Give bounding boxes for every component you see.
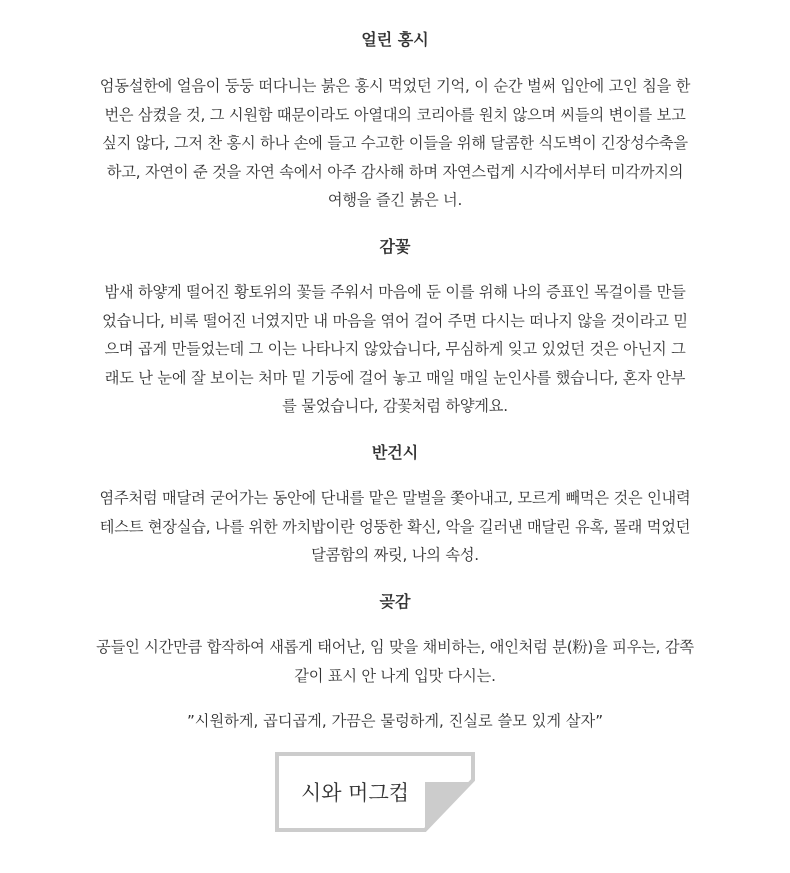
poem-line: 밤새 하얗게 떨어진 황토위의 꽃들 주워서 마음에 둔 이를 위해 나의 증표인 목걸이를 만들 — [104, 283, 686, 301]
poem-title: 반건시 — [371, 443, 419, 462]
poem-mug-button[interactable] — [275, 752, 475, 832]
poem-line: 었습니다, 비록 떨어진 너였지만 내 마음을 엮어 걸어 주면 다시는 떠나지 않을 것이라고 믿 — [102, 311, 688, 330]
poem-body-2 — [40, 278, 750, 421]
poem-title: 얼린 홍시 — [361, 30, 429, 49]
poem-section-4 — [40, 592, 750, 612]
poem-line: 번은 삼켰을 것, 그 시원함 때문이라도 아열대의 코리아를 원치 않으며 씨들의 변이를 보고 — [104, 105, 686, 124]
poem-line: 같이 표시 안 나게 입맛 다시는. — [294, 666, 496, 685]
poem-line: 여행을 즐긴 붉은 너. — [327, 191, 463, 209]
poem-line: 엄동설한에 얼음이 둥둥 떠다니는 붉은 홍시 먹었던 기억, 이 순간 벌써 입안에 고인 침을 한 — [99, 77, 691, 95]
poem-line: 싶지 않다, 그저 찬 홍시 하나 손에 들고 수고한 이들을 위해 달콤한 식도벽이 긴장성수축을 — [102, 134, 688, 152]
poem-section-3 — [40, 443, 750, 463]
poem-section-1 — [40, 30, 750, 50]
button-label: 시와 머그컵 — [300, 781, 410, 805]
quote-text: ”시원하게, 곱디곱게, 가끔은 물렁하게, 진실로 쓸모 있게 살자” — [186, 712, 604, 730]
poem-line: 염주처럼 매달려 굳어가는 동안에 단내를 맡은 말벌을 쫓아내고, 모르게 빼먹은 것은 인내력 — [99, 489, 691, 507]
poem-body-1 — [40, 72, 750, 215]
poem-line: 공들인 시간만큼 합작하여 새롭게 태어난, 임 맞을 채비하는, 애인처럼 분(粉)을 피우는, 감쪽 — [96, 638, 694, 656]
poem-title: 감꽃 — [379, 237, 411, 256]
poem-line: 하고, 자연이 준 것을 자연 속에서 아주 감사해 하며 자연스럽게 시각에서부터 미각까지의 — [106, 162, 684, 181]
poem-line: 테스트 현장실습, 나를 위한 까치밥이란 엉뚱한 확신, 악을 길러낸 매달린 유혹, 몰래 먹었던 — [99, 517, 691, 536]
poem-body-3 — [40, 484, 750, 570]
poem-line: 를 물었습니다, 감꽃처럼 하얗게요. — [282, 397, 508, 415]
poem-line: 으며 곱게 만들었는데 그 이는 나타나지 않았습니다, 무심하게 잊고 있었던 것은 아닌지 그 — [104, 340, 686, 358]
poem-title: 곶감 — [379, 592, 411, 611]
poem-section-2 — [40, 237, 750, 257]
poem-line: 달콤함의 짜릿, 나의 속성. — [311, 546, 479, 564]
poem-line: 래도 난 눈에 잘 보이는 처마 밑 기둥에 걸어 놓고 매일 매일 눈인사를 했습니다, 혼자 안부 — [104, 368, 686, 387]
closing-quote — [40, 710, 750, 732]
poem-body-4 — [40, 633, 750, 690]
